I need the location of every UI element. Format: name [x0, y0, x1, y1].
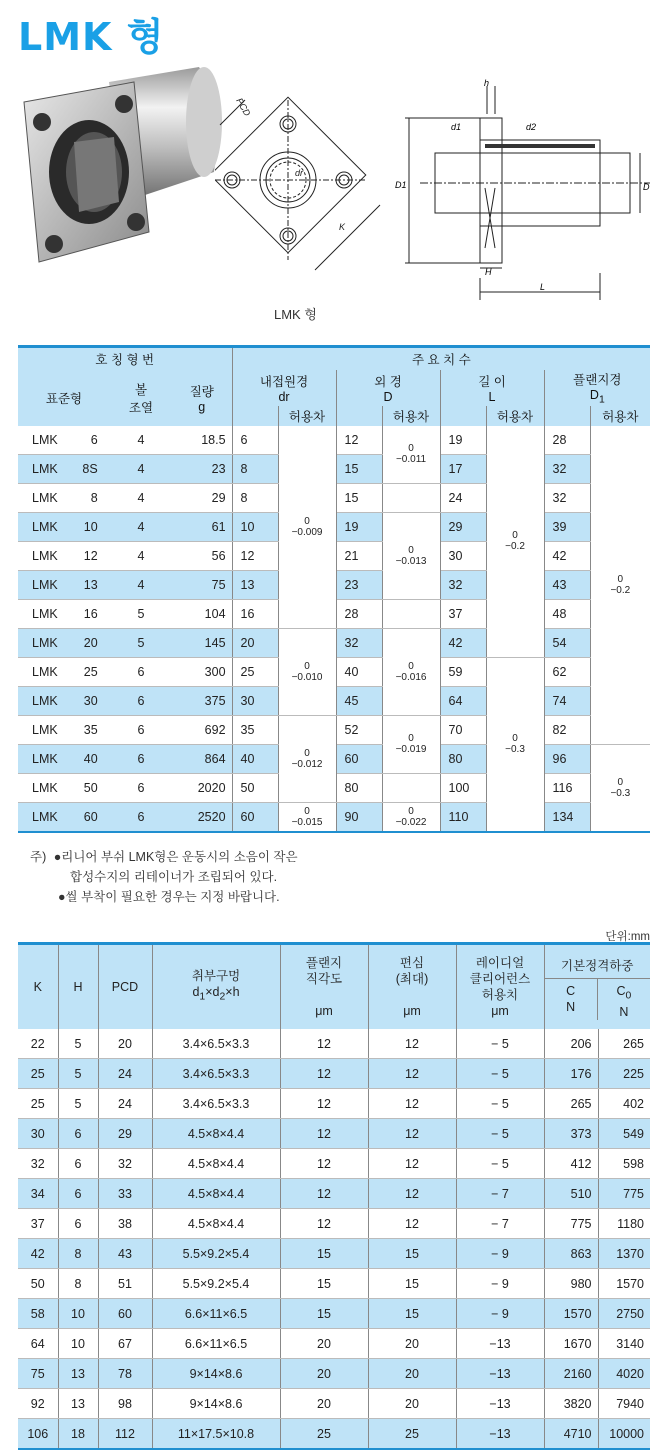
table-cell: −13 — [456, 1359, 544, 1389]
table-cell: 20 — [368, 1389, 456, 1419]
value-dr: 35 — [232, 715, 278, 744]
table-cell: 20 — [280, 1359, 368, 1389]
model-cell: LMK 50 — [18, 773, 110, 802]
value-d1: 74 — [544, 686, 590, 715]
mass-cell: 375 — [172, 686, 232, 715]
header-pcd: PCD — [98, 944, 152, 1030]
value-l: 24 — [440, 483, 486, 512]
table-cell: 34 — [18, 1179, 58, 1209]
table-cell: 12 — [368, 1119, 456, 1149]
table-cell: −13 — [456, 1389, 544, 1419]
table-cell: 6 — [58, 1149, 98, 1179]
value-d: 15 — [336, 454, 382, 483]
table-cell: 106 — [18, 1419, 58, 1450]
table-cell: 3.4×6.5×3.3 — [152, 1029, 280, 1059]
header-k: K — [18, 944, 58, 1030]
value-d1: 32 — [544, 454, 590, 483]
table-cell: 58 — [18, 1299, 58, 1329]
value-dr: 6 — [232, 426, 278, 455]
model-cell: LMK 10 — [18, 512, 110, 541]
table-cell: 225 — [598, 1059, 650, 1089]
value-d1: 134 — [544, 802, 590, 832]
value-d1: 28 — [544, 426, 590, 455]
value-dr: 8 — [232, 483, 278, 512]
table-cell: 20 — [368, 1359, 456, 1389]
table-cell: − 5 — [456, 1089, 544, 1119]
tolerance-cell: 0 −0.013 — [382, 512, 440, 599]
value-d1: 43 — [544, 570, 590, 599]
table-cell: 206 — [544, 1029, 598, 1059]
table-row — [18, 1359, 650, 1389]
table-cell: 75 — [18, 1359, 58, 1389]
table-row — [18, 1179, 650, 1209]
table-row — [18, 1119, 650, 1149]
value-l: 42 — [440, 628, 486, 657]
table-cell: 12 — [368, 1149, 456, 1179]
H-label: H — [485, 267, 492, 277]
model-cell: LMK 13 — [18, 570, 110, 599]
value-l: 17 — [440, 454, 486, 483]
tolerance-cell: 0 −0.012 — [278, 715, 336, 802]
value-d: 15 — [336, 483, 382, 512]
value-dr: 16 — [232, 599, 278, 628]
table-cell: 29 — [98, 1119, 152, 1149]
table-cell: 15 — [368, 1269, 456, 1299]
mass-cell: 692 — [172, 715, 232, 744]
table-cell: 12 — [280, 1149, 368, 1179]
tolerance-cell — [382, 599, 440, 628]
value-dr: 13 — [232, 570, 278, 599]
pcd-label: PCD — [234, 96, 253, 118]
table-cell: 510 — [544, 1179, 598, 1209]
h-label: h — [484, 78, 490, 88]
mass-cell: 29 — [172, 483, 232, 512]
value-d: 12 — [336, 426, 382, 455]
tolerance-cell: 0 −0.011 — [382, 426, 440, 484]
value-d1: 42 — [544, 541, 590, 570]
model-cell: LMK 40 — [18, 744, 110, 773]
ball-cell: 6 — [110, 802, 172, 832]
table-row — [18, 1209, 650, 1239]
value-l: 80 — [440, 744, 486, 773]
model-cell: LMK 8S — [18, 454, 110, 483]
table-cell: 6.6×11×6.5 — [152, 1299, 280, 1329]
value-d: 19 — [336, 512, 382, 541]
page-title: LMK 형 — [18, 15, 165, 59]
header-mass: 질량 g — [172, 370, 232, 426]
value-l: 110 — [440, 802, 486, 832]
tolerance-cell: 0 −0.010 — [278, 628, 336, 715]
model-cell: LMK 30 — [18, 686, 110, 715]
L-label: L — [540, 282, 546, 292]
table-cell: 3.4×6.5×3.3 — [152, 1089, 280, 1119]
table-cell: 265 — [598, 1029, 650, 1059]
table-cell: 980 — [544, 1269, 598, 1299]
table-row — [18, 426, 650, 455]
table-cell: 8 — [58, 1239, 98, 1269]
tolerance-cell — [382, 773, 440, 802]
table-cell: 25 — [280, 1419, 368, 1450]
value-dr: 25 — [232, 657, 278, 686]
table-cell: 30 — [18, 1119, 58, 1149]
table-cell: 4.5×8×4.4 — [152, 1119, 280, 1149]
main-dimensions-table — [18, 345, 650, 833]
tolerance-cell: 0 −0.019 — [382, 715, 440, 773]
table-cell: 2750 — [598, 1299, 650, 1329]
ball-cell: 4 — [110, 512, 172, 541]
table-cell: 25 — [18, 1089, 58, 1119]
table-cell: 22 — [18, 1029, 58, 1059]
table-cell: 50 — [18, 1269, 58, 1299]
header-tol: 허용차 — [278, 406, 336, 426]
mass-cell: 23 — [172, 454, 232, 483]
ball-cell: 4 — [110, 426, 172, 455]
value-d: 32 — [336, 628, 382, 657]
table-cell: 15 — [280, 1269, 368, 1299]
header-tol: 허용차 — [590, 406, 650, 426]
table-cell: 43 — [98, 1239, 152, 1269]
value-d: 40 — [336, 657, 382, 686]
table-cell: 549 — [598, 1119, 650, 1149]
table-cell: 6.6×11×6.5 — [152, 1329, 280, 1359]
ball-cell: 6 — [110, 686, 172, 715]
value-d1: 116 — [544, 773, 590, 802]
table-cell: 12 — [280, 1119, 368, 1149]
table-cell: − 5 — [456, 1029, 544, 1059]
table-cell: 4.5×8×4.4 — [152, 1179, 280, 1209]
value-d: 60 — [336, 744, 382, 773]
table-cell: 598 — [598, 1149, 650, 1179]
table-cell: 60 — [98, 1299, 152, 1329]
value-l: 100 — [440, 773, 486, 802]
tolerance-cell: 0 −0.009 — [278, 426, 336, 629]
table-cell: 92 — [18, 1389, 58, 1419]
notes: 주) ●리니어 부쉬 LMK형은 운동시의 소음이 작은 합성수지의 리테이너가 조립되어 있다. ●씰 부착이 필요한 경우는 지정 바랍니다. — [30, 850, 298, 904]
ball-cell: 4 — [110, 483, 172, 512]
table-cell: 6 — [58, 1209, 98, 1239]
value-l: 30 — [440, 541, 486, 570]
value-d: 52 — [336, 715, 382, 744]
table-cell: 3.4×6.5×3.3 — [152, 1059, 280, 1089]
value-l: 32 — [440, 570, 486, 599]
table-cell: 13 — [58, 1389, 98, 1419]
table-cell: 1370 — [598, 1239, 650, 1269]
table-cell: 51 — [98, 1269, 152, 1299]
mass-cell: 2520 — [172, 802, 232, 832]
value-d1: 32 — [544, 483, 590, 512]
header-flange-perp: 플랜지 직각도 μm — [280, 944, 368, 1030]
mass-cell: 145 — [172, 628, 232, 657]
table-cell: 37 — [18, 1209, 58, 1239]
mass-cell: 75 — [172, 570, 232, 599]
table-cell: 24 — [98, 1089, 152, 1119]
header-flange: 플랜지경 $D_1$ — [544, 370, 650, 406]
mass-cell: 56 — [172, 541, 232, 570]
table-row — [18, 1299, 650, 1329]
table-cell: − 5 — [456, 1149, 544, 1179]
table-cell: 18 — [58, 1419, 98, 1450]
value-dr: 10 — [232, 512, 278, 541]
D-label: D — [643, 182, 650, 192]
value-dr: 50 — [232, 773, 278, 802]
value-d: 21 — [336, 541, 382, 570]
mass-cell: 864 — [172, 744, 232, 773]
value-l: 59 — [440, 657, 486, 686]
value-l: 37 — [440, 599, 486, 628]
table-cell: 67 — [98, 1329, 152, 1359]
table-cell: − 9 — [456, 1239, 544, 1269]
mass-cell: 300 — [172, 657, 232, 686]
ball-cell: 4 — [110, 541, 172, 570]
table-cell: 5 — [58, 1089, 98, 1119]
value-l: 64 — [440, 686, 486, 715]
table-cell: 25 — [368, 1419, 456, 1450]
ball-cell: 5 — [110, 599, 172, 628]
header-ball: 볼 조열 — [110, 370, 172, 426]
table-cell: 15 — [280, 1239, 368, 1269]
model-cell: LMK 20 — [18, 628, 110, 657]
table-cell: 15 — [368, 1239, 456, 1269]
table-cell: 5.5×9.2×5.4 — [152, 1269, 280, 1299]
model-cell: LMK 16 — [18, 599, 110, 628]
mass-cell: 2020 — [172, 773, 232, 802]
header-inner: 내접원경 dr — [232, 370, 336, 406]
table-cell: 4.5×8×4.4 — [152, 1209, 280, 1239]
mass-cell: 61 — [172, 512, 232, 541]
table-cell: −13 — [456, 1419, 544, 1450]
value-d1: 48 — [544, 599, 590, 628]
mass-cell: 18.5 — [172, 426, 232, 455]
table-cell: 25 — [18, 1059, 58, 1089]
model-cell: LMK 8 — [18, 483, 110, 512]
value-d1: 96 — [544, 744, 590, 773]
table-cell: 12 — [280, 1029, 368, 1059]
d1-label: d1 — [451, 122, 462, 132]
d2-label: d2 — [526, 122, 537, 132]
table-cell: 12 — [368, 1179, 456, 1209]
table-cell: 12 — [368, 1089, 456, 1119]
tolerance-cell: 0 −0.3 — [590, 744, 650, 832]
header-load: 기본정격하중 C N $C_0$ N — [544, 944, 650, 1030]
table-cell: 12 — [280, 1059, 368, 1089]
header-mount-hole: 취부구멍 $d_1\times d_2\times h$ — [152, 944, 280, 1030]
table-cell: 4.5×8×4.4 — [152, 1149, 280, 1179]
table-cell: 12 — [368, 1209, 456, 1239]
table-cell: − 5 — [456, 1119, 544, 1149]
header-eccentricity: 편심 (최대) μm — [368, 944, 456, 1030]
table-cell: 13 — [58, 1359, 98, 1389]
tolerance-cell: 0 −0.3 — [486, 657, 544, 832]
table-cell: 6 — [58, 1119, 98, 1149]
value-d: 28 — [336, 599, 382, 628]
model-cell: LMK 25 — [18, 657, 110, 686]
tolerance-cell: 0 −0.016 — [382, 628, 440, 715]
table-cell: − 7 — [456, 1179, 544, 1209]
ball-cell: 5 — [110, 628, 172, 657]
table-cell: 1570 — [598, 1269, 650, 1299]
unit-label: 단위:mm — [605, 931, 650, 943]
header-dimensions-group: 주 요 치 수 — [232, 347, 650, 371]
table-row — [18, 628, 650, 657]
model-cell: LMK 60 — [18, 802, 110, 832]
ball-cell: 4 — [110, 570, 172, 599]
header-outer: 외 경 D — [336, 370, 440, 406]
table-cell: 8 — [58, 1269, 98, 1299]
table-cell: 5.5×9.2×5.4 — [152, 1239, 280, 1269]
table-cell: 112 — [98, 1419, 152, 1450]
value-dr: 60 — [232, 802, 278, 832]
tolerance-cell: 0 −0.2 — [590, 426, 650, 745]
table-cell: 20 — [98, 1029, 152, 1059]
table-cell: 176 — [544, 1059, 598, 1089]
header-h: H — [58, 944, 98, 1030]
table-row — [18, 715, 650, 744]
value-dr: 20 — [232, 628, 278, 657]
table-cell: 15 — [280, 1299, 368, 1329]
model-cell: LMK 35 — [18, 715, 110, 744]
table-cell: 3140 — [598, 1329, 650, 1359]
table-cell: 33 — [98, 1179, 152, 1209]
header-model-group: 호 칭 형 번 — [18, 347, 232, 371]
header-radial: 레이디얼 클리어런스 허용치 μm — [456, 944, 544, 1030]
table-row — [18, 1269, 650, 1299]
table-row — [18, 1059, 650, 1089]
table-row — [18, 1389, 650, 1419]
table-cell: 775 — [598, 1179, 650, 1209]
table-cell: 412 — [544, 1149, 598, 1179]
value-d1: 62 — [544, 657, 590, 686]
value-d: 23 — [336, 570, 382, 599]
value-d1: 54 — [544, 628, 590, 657]
value-dr: 30 — [232, 686, 278, 715]
table-cell: 20 — [368, 1329, 456, 1359]
value-dr: 12 — [232, 541, 278, 570]
value-dr: 8 — [232, 454, 278, 483]
table-cell: −13 — [456, 1329, 544, 1359]
tolerance-cell — [382, 483, 440, 512]
table-row — [18, 1089, 650, 1119]
table-cell: − 9 — [456, 1299, 544, 1329]
table-cell: 9×14×8.6 — [152, 1389, 280, 1419]
header-tol: 허용차 — [486, 406, 544, 426]
table-cell: 11×17.5×10.8 — [152, 1419, 280, 1450]
value-d: 45 — [336, 686, 382, 715]
table-cell: 3820 — [544, 1389, 598, 1419]
table-cell: 373 — [544, 1119, 598, 1149]
table-cell: 12 — [368, 1059, 456, 1089]
value-l: 29 — [440, 512, 486, 541]
header-standard: 표준형 — [18, 370, 110, 426]
table-cell: 4710 — [544, 1419, 598, 1450]
front-view-diagram — [215, 90, 390, 290]
table-cell: 98 — [98, 1389, 152, 1419]
table-cell: 4020 — [598, 1359, 650, 1389]
table-cell: 265 — [544, 1089, 598, 1119]
table-cell: 5 — [58, 1059, 98, 1089]
mass-cell: 104 — [172, 599, 232, 628]
table-cell: 24 — [98, 1059, 152, 1089]
table-cell: − 7 — [456, 1209, 544, 1239]
table-cell: 402 — [598, 1089, 650, 1119]
table-cell: 1180 — [598, 1209, 650, 1239]
table-cell: 42 — [18, 1239, 58, 1269]
table-cell: 32 — [98, 1149, 152, 1179]
table-cell: 64 — [18, 1329, 58, 1359]
tolerance-cell: 0 −0.015 — [278, 802, 336, 832]
table-cell: 6 — [58, 1179, 98, 1209]
table-row — [18, 1149, 650, 1179]
table-cell: 1570 — [544, 1299, 598, 1329]
table-cell: 10 — [58, 1299, 98, 1329]
table-row — [18, 1029, 650, 1059]
table-cell: 20 — [280, 1329, 368, 1359]
table-cell: 12 — [280, 1089, 368, 1119]
value-d1: 82 — [544, 715, 590, 744]
table-cell: 775 — [544, 1209, 598, 1239]
table-cell: 863 — [544, 1239, 598, 1269]
value-dr: 40 — [232, 744, 278, 773]
table-row — [18, 1329, 650, 1359]
table-row — [18, 1419, 650, 1450]
table-cell: 20 — [280, 1389, 368, 1419]
table-cell: 12 — [368, 1029, 456, 1059]
table-cell: − 5 — [456, 1059, 544, 1089]
header-tol: 허용차 — [382, 406, 440, 426]
ball-cell: 6 — [110, 715, 172, 744]
table-cell: 1670 — [544, 1329, 598, 1359]
tolerance-cell: 0 −0.022 — [382, 802, 440, 832]
table-row — [18, 1239, 650, 1269]
k-label: K — [339, 222, 346, 232]
model-cell: LMK 6 — [18, 426, 110, 455]
figure-caption: LMK 형 — [274, 307, 317, 322]
D1-label: D1 — [395, 180, 407, 190]
table-cell: 38 — [98, 1209, 152, 1239]
table-cell: − 9 — [456, 1269, 544, 1299]
table-cell: 12 — [280, 1179, 368, 1209]
table-cell: 12 — [280, 1209, 368, 1239]
ball-cell: 6 — [110, 657, 172, 686]
specifications-table — [18, 942, 650, 1450]
table-cell: 78 — [98, 1359, 152, 1389]
model-cell: LMK 12 — [18, 541, 110, 570]
value-d: 90 — [336, 802, 382, 832]
table-cell: 9×14×8.6 — [152, 1359, 280, 1389]
table-cell: 2160 — [544, 1359, 598, 1389]
ball-cell: 6 — [110, 773, 172, 802]
table-cell: 10 — [58, 1329, 98, 1359]
table-cell: 15 — [368, 1299, 456, 1329]
value-l: 70 — [440, 715, 486, 744]
tolerance-cell: 0 −0.2 — [486, 426, 544, 658]
product-photo — [14, 62, 224, 292]
ball-cell: 6 — [110, 744, 172, 773]
value-d1: 39 — [544, 512, 590, 541]
header-length: 길 이 L — [440, 370, 544, 406]
value-l: 19 — [440, 426, 486, 455]
side-section-diagram — [395, 78, 660, 300]
ball-cell: 4 — [110, 454, 172, 483]
table-cell: 32 — [18, 1149, 58, 1179]
table-cell: 7940 — [598, 1389, 650, 1419]
value-d: 80 — [336, 773, 382, 802]
dr-label: dr — [295, 168, 304, 178]
table-row — [18, 802, 650, 832]
table-cell: 10000 — [598, 1419, 650, 1450]
table-cell: 5 — [58, 1029, 98, 1059]
